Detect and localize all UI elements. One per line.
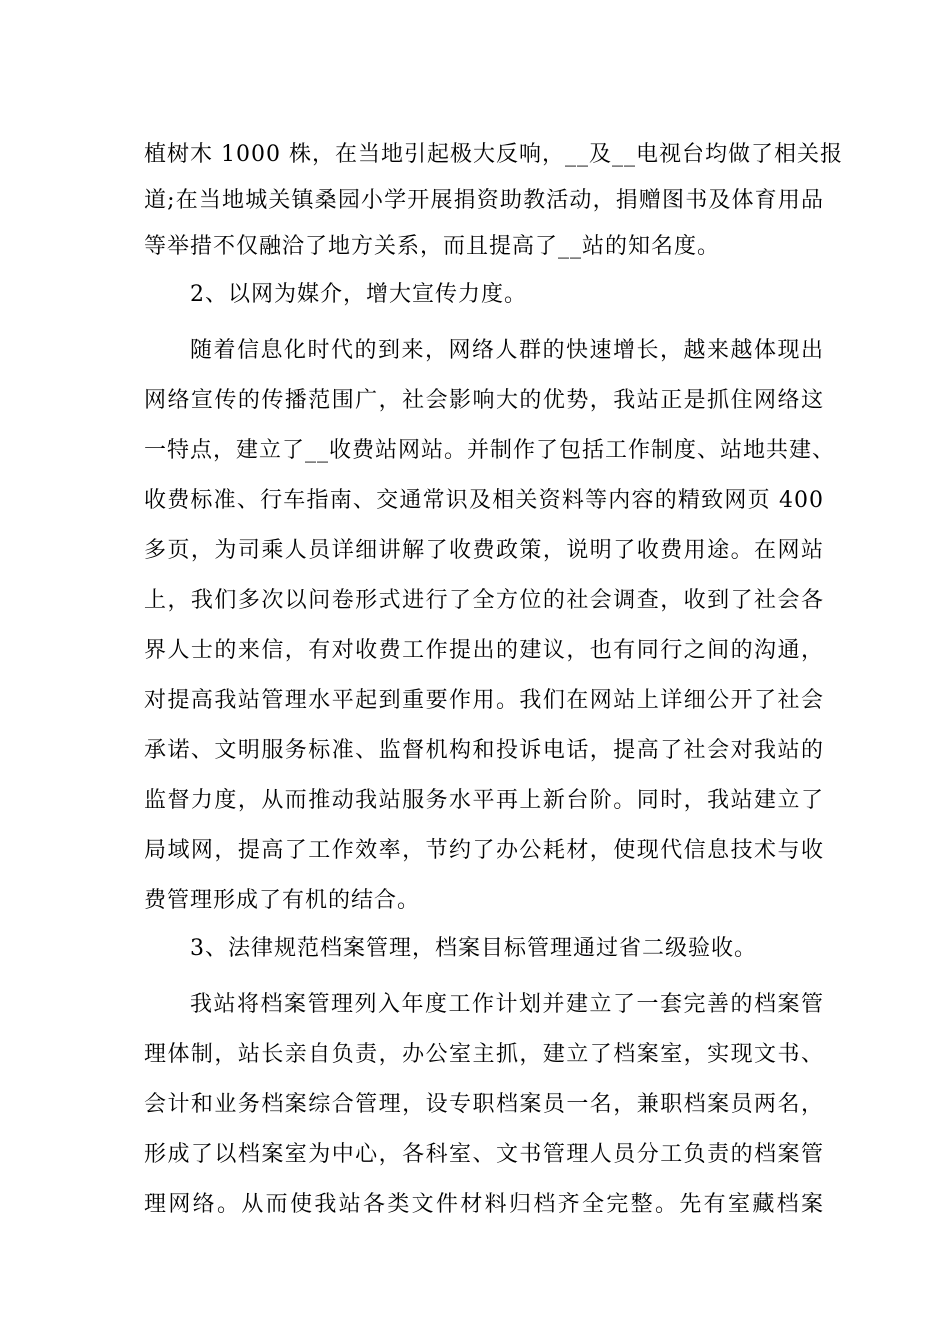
paragraph-line: 我站将档案管理列入年度工作计划并建立了一套完善的档案管 [190,992,824,1017]
paragraph-line: 承诺、文明服务标准、监督机构和投诉电话，提高了社会对我站的 [144,738,824,763]
paragraph-line: 局域网，提高了工作效率，节约了办公耗材，使现代信息技术与收 [144,838,824,863]
paragraph-line: 理体制，站长亲自负责，办公室主抓，建立了档案室，实现文书、 [144,1042,824,1067]
paragraph-line: 理网络。从而使我站各类文件材料归档齐全完整。先有室藏档案 [144,1192,824,1217]
paragraph-line: 监督力度，从而推动我站服务水平再上新台阶。同时，我站建立了 [144,788,824,813]
paragraph-line: 会计和业务档案综合管理，设专职档案员一名，兼职档案员两名， [144,1092,824,1117]
paragraph-line: 随着信息化时代的到来，网络人群的快速增长，越来越体现出 [190,338,824,363]
paragraph-line: 界人士的来信，有对收费工作提出的建议，也有同行之间的沟通， [144,638,824,663]
paragraph-line: 对提高我站管理水平起到重要作用。我们在网站上详细公开了社会 [144,688,824,713]
paragraph-line: 等举措不仅融洽了地方关系，而且提高了__站的知名度。 [144,234,721,259]
paragraph-line: 形成了以档案室为中心，各科室、文书管理人员分工负责的档案管 [144,1142,824,1167]
section-heading: 3、法律规范档案管理，档案目标管理通过省二级验收。 [190,936,757,961]
paragraph-line: 网络宣传的传播范围广，社会影响大的优势，我站正是抓住网络这 [144,388,824,413]
paragraph-line: 上，我们多次以问卷形式进行了全方位的社会调查，收到了社会各 [144,588,824,613]
paragraph-line: 植树木 1000 株，在当地引起极大反响，__及__电视台均做了相关报 [144,142,843,167]
paragraph-line: 费管理形成了有机的结合。 [144,888,421,913]
paragraph-line: 收费标准、行车指南、交通常识及相关资料等内容的精致网页 400 [144,488,824,513]
paragraph-line: 一特点，建立了__收费站网站。并制作了包括工作制度、站地共建、 [144,438,836,463]
paragraph-line: 多页，为司乘人员详细讲解了收费政策，说明了收费用途。在网站 [144,538,824,563]
paragraph-line: 道;在当地城关镇桑园小学开展捐资助教活动，捐赠图书及体育用品 [144,188,824,213]
section-heading: 2、以网为媒介，增大宣传力度。 [190,282,527,307]
